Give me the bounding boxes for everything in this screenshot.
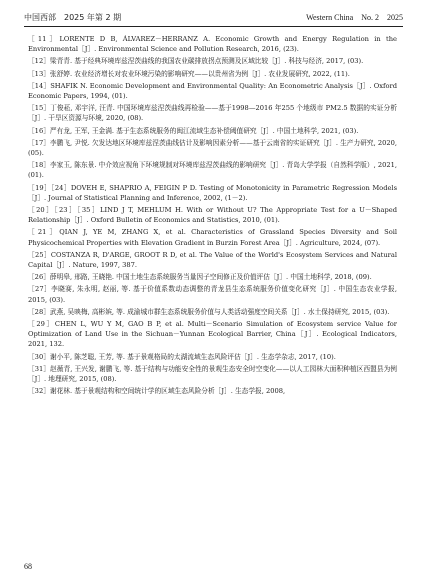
- reference-text: 谢花林. 基于景观结构和空间统计学的区域生态风险分析［J］. 生态学报, 2008,: [49, 387, 286, 396]
- reference-text: 丁俊菘, 邓宇洋, 汪青. 中国环境库兹涅茨曲线再检验——基于1998—2016 年255 个地级市 PM2.5 数据的实证分析［J］. 干旱区资源与环境, 2020, (08).: [28, 104, 398, 123]
- reference-text: 武燕, 吴映梅, 高彬嫔, 等. 成渝城市群生态系统服务价值与人类活动强度空间关系［J］. 水土保持研究, 2015, (03).: [49, 307, 390, 316]
- page-number: 68: [24, 562, 32, 571]
- reference-number: ［30］: [28, 352, 50, 361]
- reference-item: [28, 103, 397, 123]
- reference-item: [28, 81, 397, 101]
- reference-number: ［26］: [28, 273, 50, 282]
- reference-number: ［11］: [28, 35, 60, 43]
- reference-list: [28, 34, 397, 399]
- reference-number: ［15］: [28, 104, 51, 113]
- reference-number: ［17］: [28, 138, 50, 147]
- reference-item: [28, 160, 397, 180]
- reference-text: 李家玉, 陈东景. 中介效应视角下环境规制对环境库兹涅茨曲线的影响研究［J］. 青岛大学学报（自然科学版）, 2021, (01).: [28, 161, 397, 180]
- journal-issue-cn: 中国西部 2025 年第 2 期: [24, 12, 122, 22]
- reference-item: [28, 386, 397, 396]
- reference-text: 张舒婷. 农业经济增长对农业环境污染的影响研究——以贵州省为例［J］. 农业发展研究, 2022, (11).: [49, 69, 350, 78]
- reference-item: [28, 364, 397, 384]
- reference-item: [28, 69, 397, 79]
- reference-item: [28, 56, 397, 66]
- reference-item: [28, 284, 397, 304]
- reference-item: [28, 183, 397, 203]
- reference-text: 李鹏飞, 尹悦. 欠发达地区环境库兹涅茨曲线估计及影响因素分析——基于云南省的实证研究［J］. 生产力研究, 2020, (05).: [28, 138, 397, 158]
- reference-number: ［13］: [28, 69, 50, 78]
- reference-item: [28, 138, 397, 158]
- reference-text: 赵薇青, 王兴发, 谢鹏飞, 等. 基于结构与功能安全性的景观生态安全时空变化——以人工园林大面积种植区西盟县为例［J］. 地理研究, 2015, (08).: [28, 364, 397, 384]
- reference-text: COSTANZA R, D'ARGE, GROOT R D, et al. The Value of the World's Ecosystem Services and Natural Capital［J］. Nature, 1997, 387.: [28, 250, 398, 270]
- reference-number: ［25］: [28, 250, 51, 259]
- reference-text: DOVEH E, SHAPRIO A, FEIGIN P D. Testing of Monotonicity in Parametric Regression Models［J］. Journal of Statistical Planning and Inference, 2002, (1－2).: [28, 183, 397, 202]
- reference-text: QIAN J, YE M, ZHANG X, et al. Characteristics of Grassland Species Diversity and Soil Physicochemical Properties with Elevation Gradient in Burzin Forest Area［J］. Agriculture, 2024, (07).: [28, 228, 398, 247]
- reference-item: [28, 319, 397, 350]
- reference-item: [28, 34, 397, 54]
- reference-text: 梁青青. 基于经典环境库兹涅茨曲线的我国农业碳排放拐点预测及区域比较［J］. 科技与经济, 2017, (03).: [49, 57, 364, 66]
- reference-item: [28, 250, 397, 270]
- reference-number: ［18］: [28, 161, 50, 170]
- reference-text: 严有龙, 王军, 王金满. 基于生态系统服务的闽江流域生态补偿阈值研究［J］. 中国土地科学, 2021, (03).: [49, 126, 359, 135]
- reference-item: [28, 227, 397, 247]
- reference-text: LORENTE D B, ÁLVAREZ－HERRANZ A. Economic Growth and Energy Regulation in the Environmental［J］. Environmental Science and Pollution Research, 2016, (23).: [28, 35, 397, 54]
- reference-item: [28, 272, 397, 282]
- reference-number: ［19］［24］: [28, 183, 71, 192]
- reference-text: SHAFIK N. Economic Development and Environmental Quality: An Econometric Analysis［J］. Oxford Economic Papers, 1994, (01).: [28, 81, 398, 101]
- reference-number: ［27］: [28, 285, 52, 294]
- running-header: [24, 10, 403, 24]
- reference-text: 薛明皋, 邢路, 王晓艳. 中国土地生态系统服务当量因子空间修正及价值评估［J］. 中国土地科学, 2018, (09).: [49, 273, 372, 282]
- reference-item: [28, 126, 397, 136]
- reference-text: CHEN L, WU Y M, GAO B P, et al. Multi－Scenario Simulation of Ecosystem service Value for Optimization of Land Use in the Sichuan－Yunnan Ecological Barrier, China［J］. Ecological Indicators, 2021, 132.: [28, 320, 397, 349]
- reference-number: ［32］: [28, 387, 50, 396]
- reference-number: ［28］: [28, 307, 50, 316]
- reference-number: ［14］: [28, 81, 51, 90]
- reference-text: LIND J T, MEHLUM H. With or Without U? The Appropriate Test for a U－Shaped Relationship［J］. Oxford Bulletin of Economics and Statistics, 2010, (01).: [28, 206, 397, 225]
- reference-number: ［21］: [28, 228, 60, 237]
- reference-number: ［29］: [28, 320, 55, 329]
- reference-text: 李晓赛, 朱永明, 赵丽, 等. 基于价值系数动态调整的青龙县生态系统服务价值变化研究［J］. 中国生态农业学报, 2015, (03).: [28, 285, 398, 304]
- reference-text: 谢小平, 陈芝聪, 王芳, 等. 基于景观格局的太湖流域生态风险评估［J］. 生态学杂志, 2017, (10).: [49, 352, 336, 361]
- reference-item: [28, 307, 397, 317]
- reference-number: ［16］: [28, 126, 50, 135]
- reference-number: ［20］［23］［35］: [28, 206, 101, 215]
- reference-item: [28, 352, 397, 362]
- reference-number: ［31］: [28, 364, 51, 373]
- journal-issue-en: Western China No. 2 2025: [306, 12, 403, 22]
- reference-item: [28, 205, 397, 225]
- header-rule: [24, 26, 403, 27]
- reference-number: ［12］: [28, 57, 50, 66]
